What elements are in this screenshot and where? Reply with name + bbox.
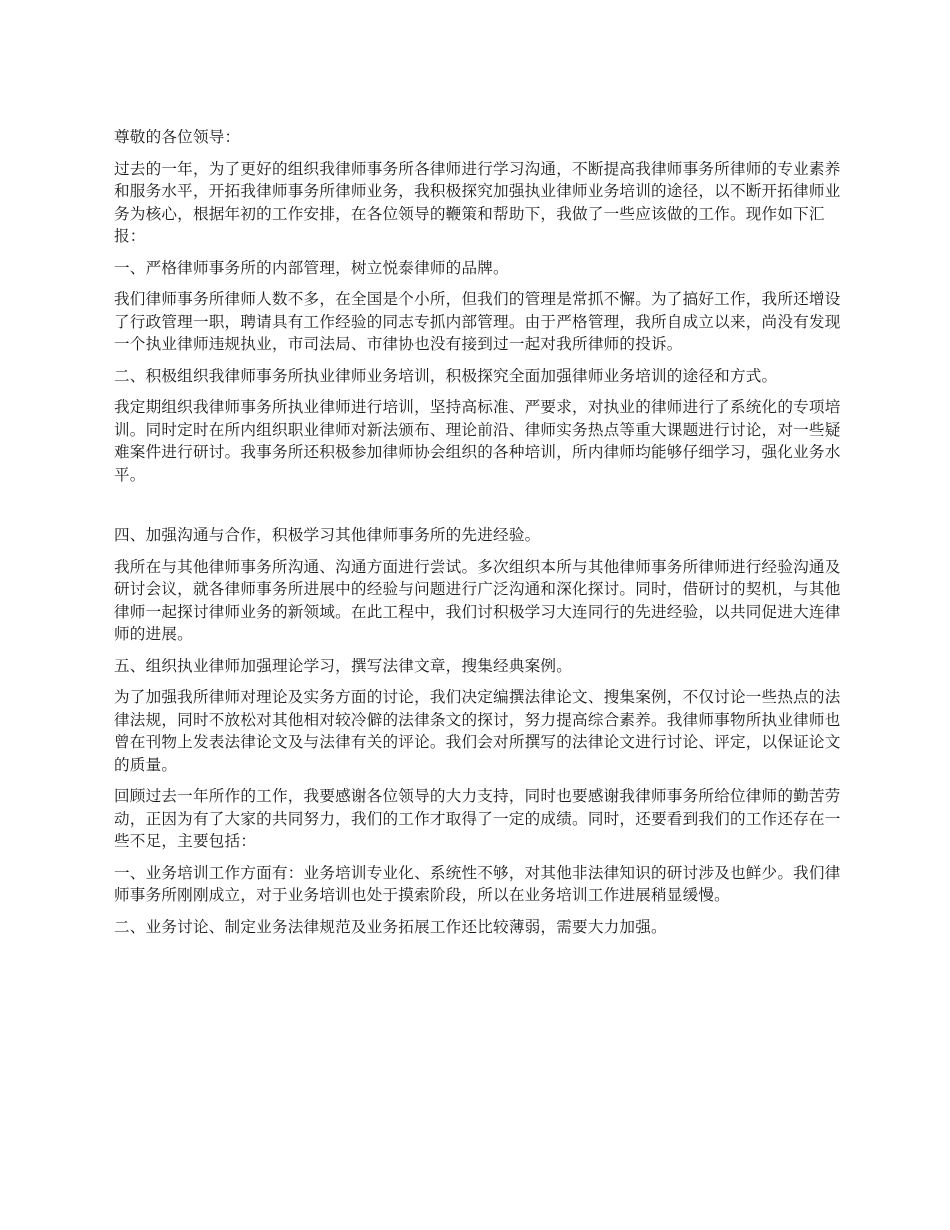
section-heading-2: 二、积极组织我律师事务所执业律师业务培训，积极探究全面加强律师业务培训的途径和方式。	[114, 366, 778, 385]
body-paragraph: 为了加强我所律师对理论及实务方面的讨论，我们决定编撰法律论文、搜集案例，不仅讨论一些热点的法律法规，同时不放松对其他相对较冷僻的法律条文的探讨，努力提高综合素养。我律师事物所执业律师也曾在刊物上发表法律论文及与法律有关的评论。我们会对所撰写的法律论文进行讨论、评定，以保证论文的质量。	[114, 688, 841, 774]
review-paragraph: 回顾过去一年所作的工作，我要感谢各位领导的大力支持，同时也要感谢我律师事务所给位律师的勤苦劳动，正因为有了大家的共同努力，我们的工作才取得了一定的成绩。同时，还要看到我们的工作还存在一些不足，主要包括：	[114, 787, 841, 850]
section-heading-5: 五、组织执业律师加强理论学习，撰写法律文章，搜集经典案例。	[114, 656, 573, 675]
body-paragraph: 我所在与其他律师事务所沟通、沟通方面进行尝试。多次组织本所与其他律师事务所律师进行经验沟通及研讨会议，就各律师事务所进展中的经验与问题进行广泛沟通和深化探讨。同时，借研讨的契机，与其他律师一起探讨律师业务的新领域。在此工程中，我们讨积极学习大连同行的先进经验，以共同促进大连律师的进展。	[114, 557, 841, 643]
intro-paragraph: 过去的一年，为了更好的组织我律师事务所各律师进行学习沟通，不断提高我律师事务所律师的专业素养和服务水平，开拓我律师事务所律师业务，我积极探究加强执业律师业务培训的途径，以不断开拓律师业务为核心，根据年初的工作安排，在各位领导的鞭策和帮助下，我做了一些应该做的工作。现作如下汇报：	[114, 159, 841, 245]
section-heading-4: 四、加强沟通与合作，积极学习其他律师事务所的先进经验。	[114, 526, 541, 544]
shortcoming-item-2: 二、业务讨论、制定业务法律规范及业务拓展工作还比较薄弱，需要大力加强。	[114, 917, 667, 936]
section-heading-1: 一、严格律师事务所的内部管理，树立悦泰律师的品牌。	[114, 258, 509, 277]
document-body	[114, 126, 842, 947]
body-paragraph: 我定期组织我律师事务所执业律师进行培训，坚持高标准、严要求，对执业的律师进行了系统化的专项培训。同时定时在所内组织职业律师对新法颁布、理论前沿、律师实务热点等重大课题进行讨论，对一些疑难案件进行研讨。我事务所还积极参加律师协会组织的各种培训，所内律师均能够仔细学习，强化业务水平。	[114, 398, 841, 484]
salutation: 尊敬的各位领导：	[114, 128, 241, 146]
body-paragraph: 我们律师事务所律师人数不多，在全国是个小所，但我们的管理是常抓不懈。为了搞好工作，我所还增设了行政管理一职，聘请具有工作经验的同志专抓内部管理。由于严格管理，我所自成立以来，尚没有发现一个执业律师违规执业，市司法局、市律协也没有接到过一起对我所律师的投诉。	[114, 290, 841, 353]
shortcoming-item-1: 一、业务培训工作方面有：业务培训专业化、系统性不够，对其他非法律知识的研讨涉及也鲜少。我们律师事务所刚刚成立，对于业务培训也处于摸索阶段，所以在业务培训工作进展稍显缓慢。	[114, 863, 841, 904]
